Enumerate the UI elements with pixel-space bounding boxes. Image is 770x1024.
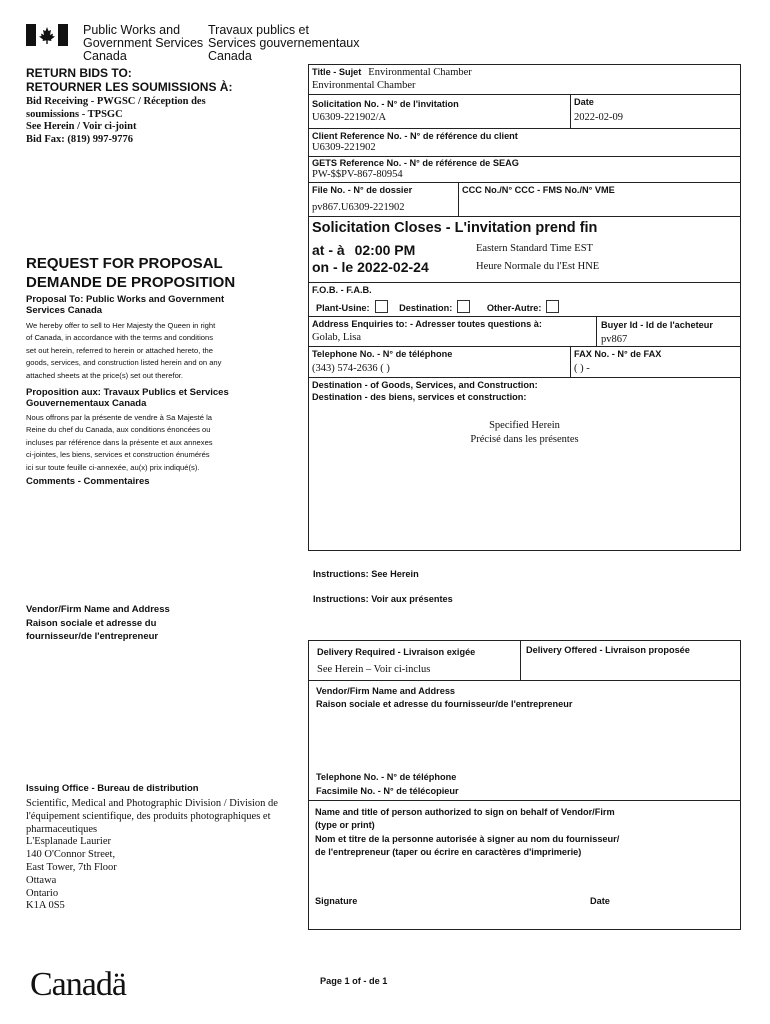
- closing-date-row: [312, 259, 429, 275]
- address-line: 140 O'Connor Street,: [26, 849, 116, 861]
- return-bids-fr: RETOURNER LES SOUMISSIONS À:: [26, 80, 233, 94]
- solicitation-no-label: Solicitation No. - N° de l'invitation: [312, 99, 459, 109]
- file-no-value: pv867.U6309-221902: [312, 202, 405, 213]
- delivery-required-value: See Herein – Voir ci-inclus: [317, 664, 431, 675]
- destination-checkbox[interactable]: [457, 300, 470, 313]
- address-line: pharmaceutiques: [26, 823, 98, 835]
- vendor-firm-label: [26, 603, 170, 644]
- fob-label: F.O.B. - F.A.B.: [312, 285, 372, 295]
- dept-en-line: Government Services: [83, 36, 204, 50]
- buyer-id-value: pv867: [601, 334, 628, 345]
- telephone-value: (343) 574-2636 ( ): [312, 363, 390, 374]
- signer-label-line: (type or print): [315, 820, 375, 831]
- address-line: Ottawa: [26, 874, 57, 886]
- destination-goods-label-fr: Destination - des biens, services et construction:: [312, 392, 527, 402]
- vendor-telephone-label: Telephone No. - N° de téléphone: [316, 772, 457, 782]
- bid-fax-line: Bid Fax: (819) 997-9776: [26, 133, 134, 145]
- date-label: Date: [574, 97, 594, 107]
- dept-fr-line: Services gouvernementaux: [208, 36, 360, 50]
- proposal-to-line: Proposal To: Public Works and Government: [26, 294, 225, 305]
- rfp-title-fr: DEMANDE DE PROPOSITION: [26, 274, 236, 291]
- specified-herein-fr: Précisé dans les présentes: [470, 433, 579, 445]
- title-label: Title - Sujet: [312, 67, 362, 77]
- address-line: East Tower, 7th Floor: [26, 861, 117, 873]
- file-no-label: File No. - N° de dossier: [312, 185, 413, 195]
- plant-usine-label: Plant-Usine:: [316, 303, 370, 313]
- fax-label: FAX No. - N° de FAX: [574, 349, 662, 359]
- signer-label-line: de l'entrepreneur (taper ou écrire en caractères d'imprimerie): [315, 846, 582, 857]
- address-line: K1A 0S5: [26, 900, 65, 912]
- proposition-text-line: incluses par référence dans la présente et aux annexes: [26, 437, 213, 447]
- destination-goods-label: Destination - of Goods, Services, and Construction:: [312, 380, 538, 390]
- vendor-firm-line: Raison sociale et adresse du: [26, 617, 157, 629]
- proposition-text-line: ici sur toute feuille ci-annexée, au(x) prix indiqué(s).: [26, 462, 200, 472]
- proposition-aux-line: Gouvernementaux Canada: [26, 398, 147, 409]
- canada-flag-icon: [26, 24, 68, 46]
- authorized-signer-label: [315, 806, 619, 859]
- vendor-firm-line: Vendor/Firm Name and Address: [26, 604, 170, 615]
- proposal-to-heading: [26, 294, 224, 316]
- title-value: Environmental Chamber: [368, 67, 472, 78]
- canada-wordmark-logo: Canadä: [30, 966, 126, 1003]
- proposal-text-line: attached sheets at the price(s) set out therefor.: [26, 370, 184, 380]
- title-value-fr: Environmental Chamber: [312, 79, 416, 91]
- rfp-title-en: REQUEST FOR PROPOSAL: [26, 255, 223, 272]
- instructions-en: Instructions: See Herein: [313, 569, 419, 579]
- timezone-fr: Heure Normale du l'Est HNE: [476, 261, 600, 272]
- address-line: Ontario: [26, 887, 59, 899]
- other-autre-label: Other-Autre:: [486, 303, 542, 313]
- address-line: L'Esplanade Laurier: [26, 836, 111, 848]
- address-line: Scientific, Medical and Photographic Division / Division de: [26, 798, 278, 809]
- bid-receiving-line: soumissions - TPSGC: [26, 108, 123, 120]
- issuing-office-address: [26, 798, 278, 913]
- plant-usine-checkbox[interactable]: [375, 300, 388, 313]
- return-bids-heading: [26, 66, 232, 94]
- vendor-firm-line: fournisseur/de l'entrepreneur: [26, 631, 159, 642]
- solicitation-no-value: U6309-221902/A: [312, 112, 387, 123]
- fob-options: [316, 300, 559, 314]
- bid-receiving-line: See Herein / Voir ci-joint: [26, 121, 137, 133]
- telephone-label: Telephone No. - N° de téléphone: [312, 349, 453, 359]
- proposition-aux-heading: [26, 387, 229, 409]
- date-value: 2022-02-09: [574, 112, 623, 123]
- proposition-text-line: ci-jointes, les biens, services et construction énumérés: [26, 450, 210, 460]
- signature-date-label: Date: [590, 896, 610, 906]
- proposal-text-line: goods, services, and construction listed herein and on any: [26, 358, 222, 368]
- ccc-no-label: CCC No./N° CCC - FMS No./N° VME: [462, 185, 615, 195]
- department-name-fr: [208, 24, 359, 63]
- department-name-en: [83, 24, 203, 63]
- gets-reference-label: GETS Reference No. - N° de référence de SEAG: [312, 158, 519, 168]
- closing-date-value: 2022-02-24: [357, 259, 429, 275]
- vendor-facsimile-label: Facsimile No. - N° de télécopieur: [316, 786, 459, 796]
- on-label: on - le: [312, 259, 354, 275]
- dept-fr-line: Travaux publics et: [208, 23, 309, 37]
- signer-label-line: Nom et titre de la personne autorisée à signer au nom du fournisseur/: [315, 833, 620, 844]
- vendor-name-label: Vendor/Firm Name and Address: [316, 686, 456, 696]
- proposition-text-line: Nous offrons par la présente de vendre à Sa Majesté la: [26, 413, 213, 422]
- address-enquiries-label: Address Enquiries to: - Adresser toutes questions à:: [312, 319, 542, 329]
- proposition-text: [26, 412, 296, 474]
- timezone-en: Eastern Standard Time EST: [476, 243, 593, 254]
- signer-label-line: Name and title of person authorized to sign on behalf of Vendor/Firm: [315, 807, 615, 817]
- client-reference-value: U6309-221902: [312, 142, 376, 153]
- vendor-response-box: [308, 640, 741, 930]
- proposal-text-line: of Canada, in accordance with the terms and conditions: [26, 333, 213, 343]
- dept-en-line: Public Works and: [83, 23, 181, 37]
- proposal-to-line: Services Canada: [26, 305, 103, 316]
- rfp-title: [26, 254, 235, 292]
- gets-reference-value: PW-$$PV-867-80954: [312, 169, 403, 180]
- destination-label: Destination:: [399, 303, 453, 313]
- return-bids-en: RETURN BIDS TO:: [26, 66, 132, 80]
- address-enquiries-value: Golab, Lisa: [312, 332, 361, 343]
- closing-time-row: [312, 242, 415, 258]
- dept-en-line: Canada: [83, 49, 127, 63]
- other-autre-checkbox[interactable]: [546, 300, 559, 313]
- address-line: l'équipement scientifique, des produits photographiques et: [26, 810, 271, 822]
- proposition-aux-line: Proposition aux: Travaux Publics et Services: [26, 387, 229, 398]
- title-field: [312, 66, 472, 92]
- comments-label: Comments - Commentaires: [26, 476, 150, 487]
- delivery-offered-label: Delivery Offered - Livraison proposée: [526, 645, 690, 655]
- solicitation-closes-heading: Solicitation Closes - L'invitation prend fin: [312, 220, 598, 236]
- client-reference-label: Client Reference No. - N° de référence du client: [312, 131, 518, 141]
- delivery-required-label: Delivery Required - Livraison exigée: [317, 647, 476, 657]
- proposition-text-line: Reine du chef du Canada, aux conditions énoncées ou: [26, 425, 211, 435]
- proposal-text-line: We hereby offer to sell to Her Majesty the Queen in right: [26, 321, 216, 330]
- dept-fr-line: Canada: [208, 49, 252, 63]
- closing-time-value: 02:00 PM: [354, 242, 416, 258]
- signature-label: Signature: [315, 896, 358, 906]
- buyer-id-label: Buyer Id - Id de l'acheteur: [601, 320, 713, 330]
- proposal-text-line: set out herein, referred to herein or attached hereto, the: [26, 345, 214, 355]
- bid-receiving-line: Bid Receiving - PWGSC / Réception des: [26, 96, 206, 107]
- fax-value: ( ) -: [574, 363, 590, 374]
- proposal-text: [26, 320, 296, 382]
- specified-herein-en: Specified Herein: [489, 420, 560, 431]
- instructions-fr: Instructions: Voir aux présentes: [313, 594, 453, 604]
- page-number: Page 1 of - de 1: [320, 976, 388, 986]
- at-label: at - à: [312, 242, 345, 258]
- issuing-office-label: Issuing Office - Bureau de distribution: [26, 783, 199, 794]
- bid-receiving-block: [26, 96, 206, 146]
- destination-value: [308, 419, 741, 446]
- vendor-name-label-fr: Raison sociale et adresse du fournisseur/de l'entrepreneur: [316, 699, 573, 709]
